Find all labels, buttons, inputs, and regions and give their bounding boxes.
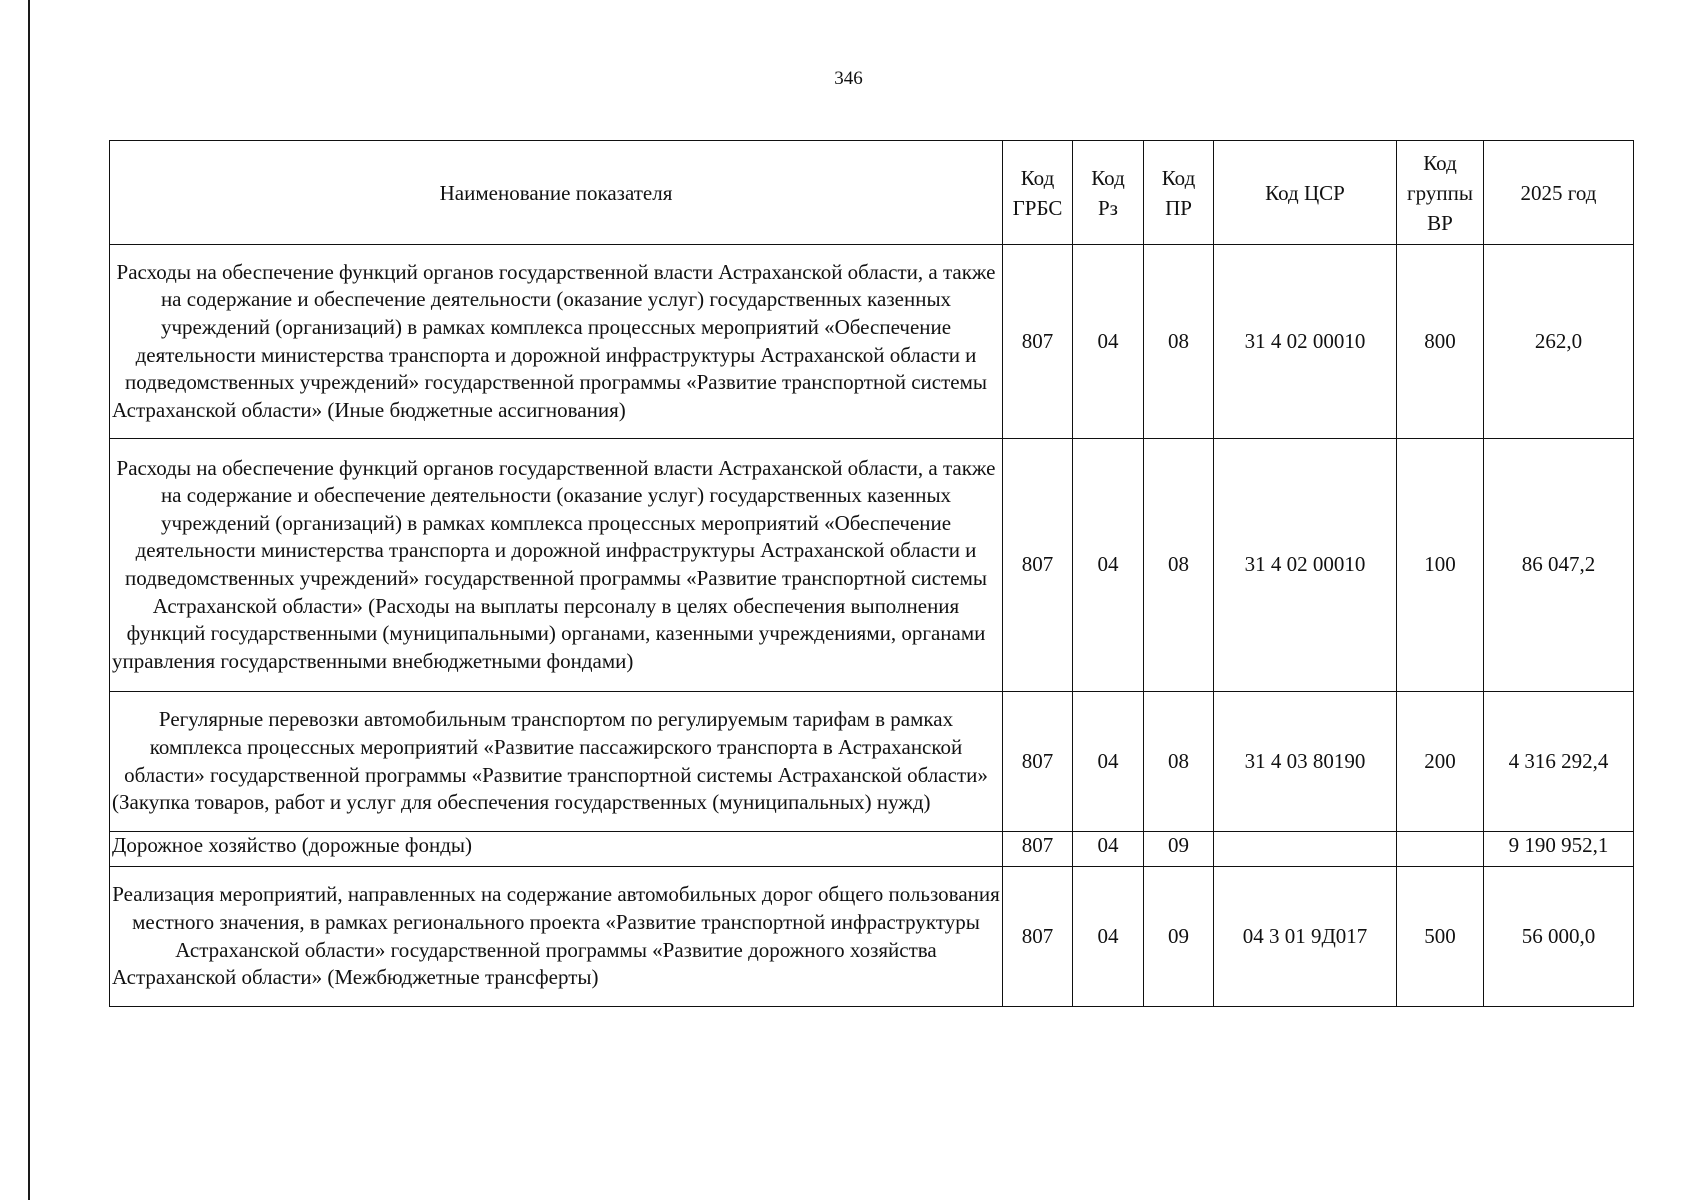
cell-grbs: 807 xyxy=(1003,867,1073,1007)
cell-name: Расходы на обеспечение функций органов государственной власти Астраханской области, а также на содержание и обеспечение деятельности (оказание услуг) государственных казенных учреждений (организаций) в рамках комплекса процессных мероприятий «Обеспечение деятельности министерства транспорта и дорожной инфраструктуры Астраханской области и подведомственных учреждений» государственной программы «Развитие транспортной системы Астраханской области» (Иные бюджетные ассигнования) xyxy=(110,245,1003,439)
header-rz xyxy=(1073,141,1144,245)
cell-amount: 9 190 952,1 xyxy=(1484,832,1634,867)
cell-grbs: 807 xyxy=(1003,439,1073,692)
cell-csr: 04 3 01 9Д017 xyxy=(1214,867,1397,1007)
cell-pr: 09 xyxy=(1144,867,1214,1007)
cell-pr: 08 xyxy=(1144,245,1214,439)
binding-margin-line xyxy=(28,0,30,1200)
header-grbs-line1: Код xyxy=(1020,165,1055,190)
cell-vr: 200 xyxy=(1397,692,1484,832)
header-vr xyxy=(1397,141,1484,245)
header-pr xyxy=(1144,141,1214,245)
header-grbs xyxy=(1003,141,1073,245)
header-vr-line2: группы xyxy=(1407,180,1473,205)
header-vr-line3: ВР xyxy=(1427,210,1453,235)
cell-vr xyxy=(1397,832,1484,867)
budget-table xyxy=(109,140,1634,1007)
header-vr-line1: Код xyxy=(1423,150,1457,175)
cell-name: Реализация мероприятий, направленных на содержание автомобильных дорог общего пользования местного значения, в рамках регионального проекта «Развитие транспортной инфраструктуры Астраханской области» государственной программы «Развитие дорожного хозяйства Астраханской области» (Межбюджетные трансферты) xyxy=(110,867,1003,1007)
cell-pr: 08 xyxy=(1144,439,1214,692)
cell-vr: 100 xyxy=(1397,439,1484,692)
cell-name: Дорожное хозяйство (дорожные фонды) xyxy=(110,832,1003,867)
table-row xyxy=(110,245,1634,439)
header-name: Наименование показателя xyxy=(110,141,1003,245)
header-rz-line2: Рз xyxy=(1098,195,1118,220)
header-pr-line1: Код xyxy=(1161,165,1196,190)
cell-rz: 04 xyxy=(1073,692,1144,832)
header-csr: Код ЦСР xyxy=(1214,141,1397,245)
header-grbs-line2: ГРБС xyxy=(1012,195,1063,220)
cell-vr: 800 xyxy=(1397,245,1484,439)
cell-name: Расходы на обеспечение функций органов государственной власти Астраханской области, а также на содержание и обеспечение деятельности (оказание услуг) государственных казенных учреждений (организаций) в рамках комплекса процессных мероприятий «Обеспечение деятельности министерства транспорта и дорожной инфраструктуры Астраханской области и подведомственных учреждений» государственной программы «Развитие транспортной системы Астраханской области» (Расходы на выплаты персоналу в целях обеспечения выполнения функций государственными (муниципальными) органами, казенными учреждениями, органами управления государственными внебюджетными фондами) xyxy=(110,439,1003,692)
cell-grbs: 807 xyxy=(1003,832,1073,867)
cell-csr: 31 4 02 00010 xyxy=(1214,245,1397,439)
cell-grbs: 807 xyxy=(1003,245,1073,439)
table-header-row xyxy=(110,141,1634,245)
cell-amount: 86 047,2 xyxy=(1484,439,1634,692)
table-row xyxy=(110,832,1634,867)
cell-rz: 04 xyxy=(1073,832,1144,867)
cell-rz: 04 xyxy=(1073,439,1144,692)
cell-csr xyxy=(1214,832,1397,867)
cell-rz: 04 xyxy=(1073,867,1144,1007)
cell-amount: 56 000,0 xyxy=(1484,867,1634,1007)
header-pr-line2: ПР xyxy=(1165,195,1192,220)
cell-pr: 09 xyxy=(1144,832,1214,867)
cell-pr: 08 xyxy=(1144,692,1214,832)
cell-csr: 31 4 02 00010 xyxy=(1214,439,1397,692)
cell-amount: 4 316 292,4 xyxy=(1484,692,1634,832)
page-number: 346 xyxy=(834,68,863,89)
cell-name: Регулярные перевозки автомобильным транспортом по регулируемым тарифам в рамках комплекса процессных мероприятий «Развитие пассажирского транспорта в Астраханской области» государственной программы «Развитие транспортной системы Астраханской области» (Закупка товаров, работ и услуг для обеспечения государственных (муниципальных) нужд) xyxy=(110,692,1003,832)
table-row xyxy=(110,439,1634,692)
table-row xyxy=(110,867,1634,1007)
cell-csr: 31 4 03 80190 xyxy=(1214,692,1397,832)
header-rz-line1: Код xyxy=(1091,165,1125,190)
cell-vr: 500 xyxy=(1397,867,1484,1007)
header-year: 2025 год xyxy=(1484,141,1634,245)
table-row xyxy=(110,692,1634,832)
cell-amount: 262,0 xyxy=(1484,245,1634,439)
cell-rz: 04 xyxy=(1073,245,1144,439)
cell-grbs: 807 xyxy=(1003,692,1073,832)
